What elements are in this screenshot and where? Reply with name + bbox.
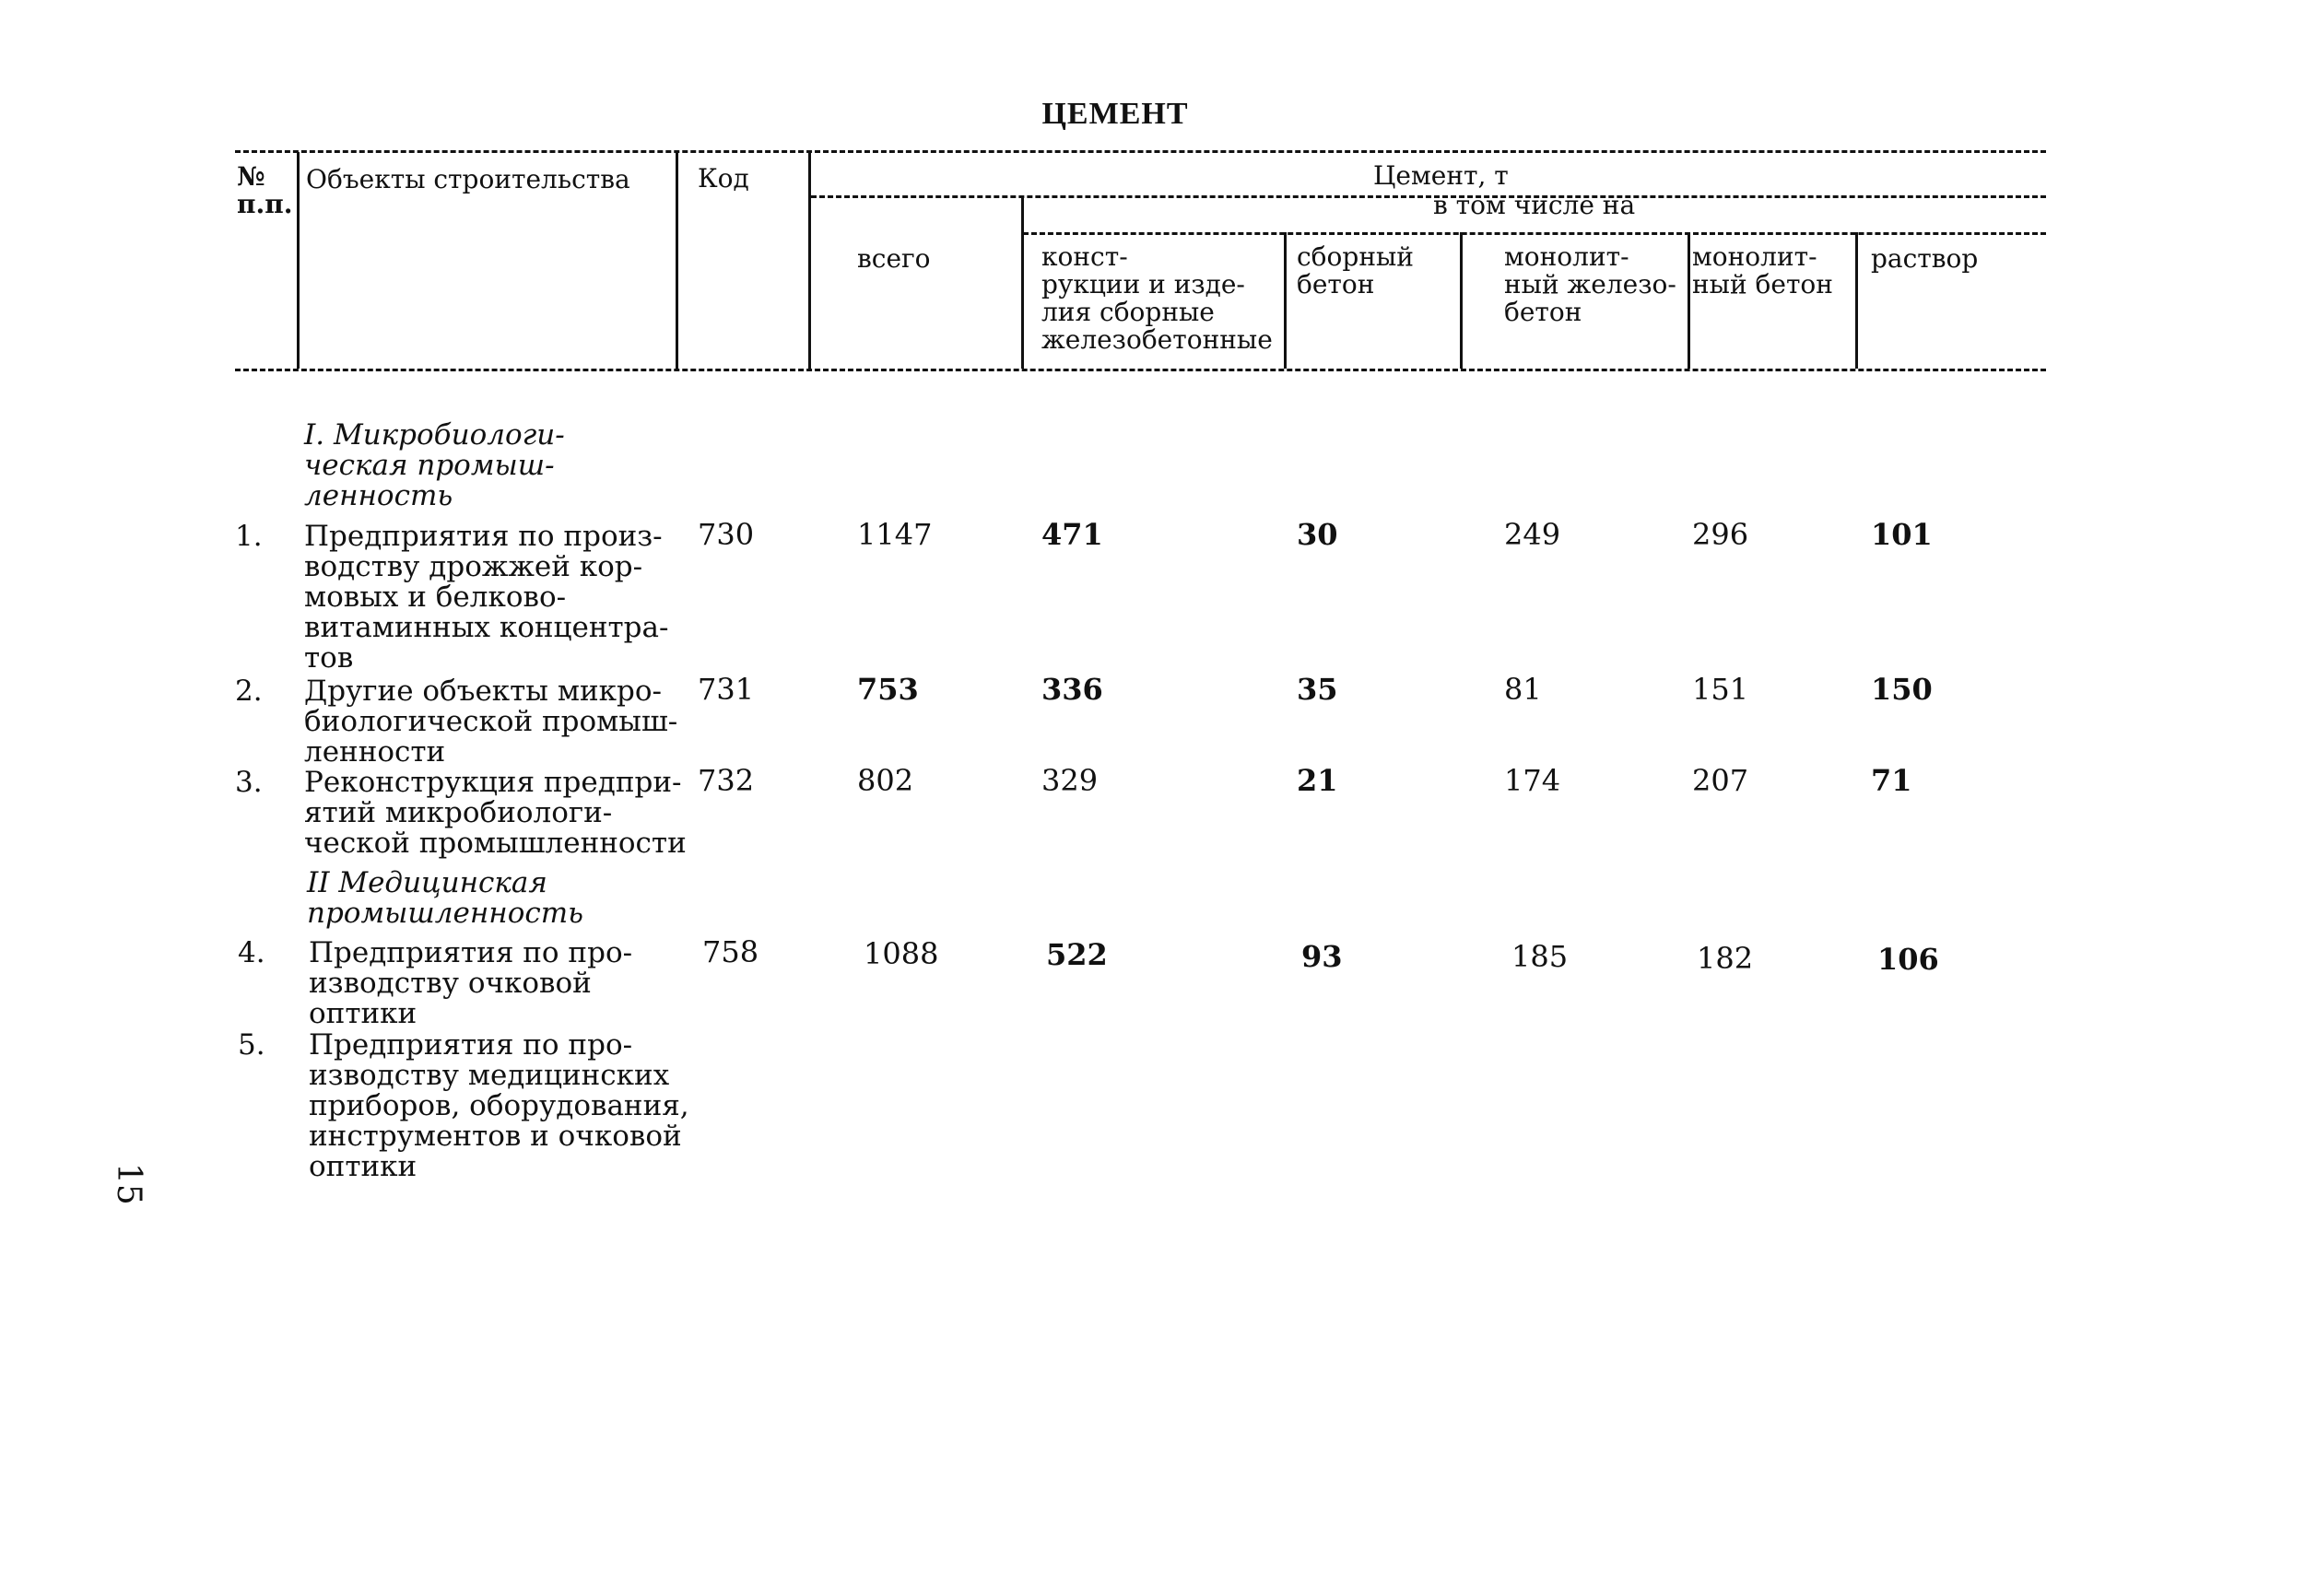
header-precast-concrete: сборный бетон [1297, 241, 1414, 299]
header-total: всего [857, 243, 931, 274]
col-divider [1460, 232, 1463, 369]
row-object-name: Предприятия по про- изводству медицинских приборов, оборудования, инструментов и очковой оптики [309, 1028, 689, 1183]
row-total: 1147 [857, 517, 933, 552]
row-mortar: 101 [1871, 517, 1933, 552]
document-title: ЦЕМЕНТ [1041, 97, 1189, 131]
header-bottom-rule [235, 369, 2046, 371]
col-divider [1284, 232, 1287, 369]
row-number: 1. [235, 520, 263, 553]
table-top-rule [235, 150, 2046, 153]
row-total: 753 [857, 672, 919, 707]
row-object-name: Реконструкция предпри- ятий микробиологи- ческой промышленности [304, 766, 687, 860]
row-code: 758 [702, 934, 759, 969]
section-heading: I. Микробиологи- ческая промыш- ленность [304, 418, 565, 512]
row-number: 2. [235, 675, 263, 708]
row-precast-structures: 471 [1041, 517, 1103, 552]
row-precast-structures: 336 [1041, 672, 1103, 707]
col-divider [1855, 232, 1858, 369]
row-number: 3. [235, 766, 263, 799]
row-number: 5. [238, 1028, 265, 1062]
row-mortar: 106 [1877, 942, 1939, 977]
row-precast-concrete: 35 [1297, 672, 1338, 707]
header-precast-structures: конст- рукции и изде- лия сборные железобетонные [1041, 241, 1273, 355]
row-object-name: Предприятия по про- изводству очковой оптики [309, 936, 633, 1030]
row-code: 730 [698, 517, 755, 552]
row-precast-concrete: 21 [1297, 763, 1338, 798]
row-monolithic-concrete: 296 [1692, 517, 1749, 552]
row-object-name: Другие объекты микро- биологической промыш- ленности [304, 675, 678, 769]
row-total: 1088 [864, 936, 939, 971]
page-number: 15 [110, 1163, 147, 1205]
row-precast-concrete: 93 [1301, 939, 1343, 974]
row-monolithic-rc: 185 [1511, 939, 1569, 974]
col-divider [676, 152, 678, 369]
row-mortar: 71 [1871, 763, 1912, 798]
header-mortar: раствор [1871, 243, 1979, 274]
row-monolithic-rc: 81 [1504, 672, 1542, 707]
section-heading: II Медицинская промышленность [307, 866, 584, 930]
row-monolithic-rc: 249 [1504, 517, 1561, 552]
header-subgroup: в том числе на [1433, 190, 1636, 220]
subgroup-rule [1023, 232, 2046, 235]
col-divider [808, 152, 811, 369]
header-monolithic-concrete: монолит- ный бетон [1692, 241, 1833, 299]
header-objects: Объекты строительства [306, 164, 630, 194]
header-number: № п.п. [237, 161, 293, 219]
row-monolithic-concrete: 182 [1697, 941, 1754, 976]
col-divider [1021, 195, 1024, 369]
col-divider [1688, 232, 1690, 369]
header-code: Код [698, 163, 749, 194]
row-precast-structures: 329 [1041, 763, 1099, 798]
col-divider [297, 152, 300, 369]
row-precast-concrete: 30 [1297, 517, 1338, 552]
header-monolithic-rc: монолит- ный железо- бетон [1504, 241, 1676, 327]
row-code: 732 [698, 763, 755, 798]
row-mortar: 150 [1871, 672, 1933, 707]
row-number: 4. [238, 936, 265, 969]
row-total: 802 [857, 763, 914, 798]
row-monolithic-rc: 174 [1504, 763, 1561, 798]
row-monolithic-concrete: 151 [1692, 672, 1749, 707]
row-object-name: Предприятия по произ- водству дрожжей кор- мовых и белково- витаминных концентра- тов [304, 520, 669, 675]
row-code: 731 [698, 672, 755, 707]
cement-group-rule [811, 195, 2046, 198]
row-monolithic-concrete: 207 [1692, 763, 1749, 798]
row-precast-structures: 522 [1046, 937, 1108, 972]
header-cement-group: Цемент, т [1373, 160, 1509, 191]
